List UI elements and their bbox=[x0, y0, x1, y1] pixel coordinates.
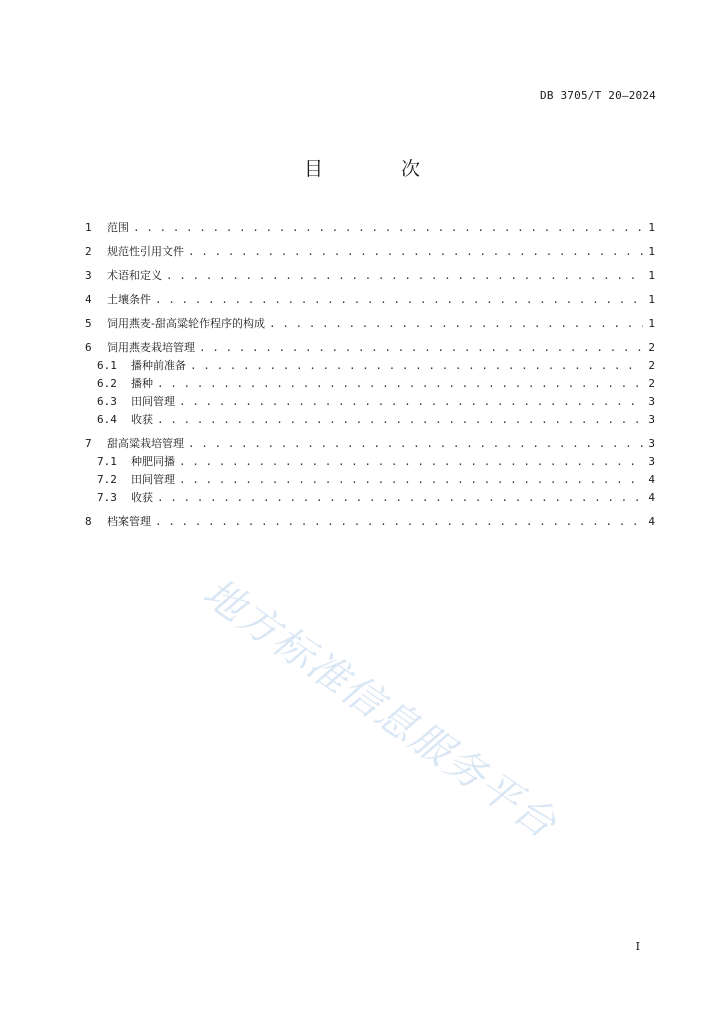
toc-entry-number: 6.1 bbox=[97, 359, 117, 372]
toc-dot-leader bbox=[269, 316, 643, 332]
toc-entry-page: 2 bbox=[648, 377, 655, 390]
toc-dot-leader bbox=[155, 514, 643, 530]
toc-entry-page: 2 bbox=[648, 359, 655, 372]
toc-entry-page: 2 bbox=[648, 341, 655, 354]
toc-entry[interactable] bbox=[85, 220, 655, 236]
toc-entry-number: 6.2 bbox=[97, 377, 117, 390]
toc-dot-leader bbox=[157, 412, 643, 428]
toc-dot-leader bbox=[166, 268, 643, 284]
toc-entry-label: 甜高粱栽培管理 bbox=[107, 437, 184, 450]
toc-entry-page: 4 bbox=[648, 491, 655, 504]
toc-dot-leader bbox=[188, 436, 643, 452]
toc-entry-page: 4 bbox=[648, 515, 655, 528]
document-code: DB 3705/T 20—2024 bbox=[540, 89, 656, 102]
toc-dot-leader bbox=[179, 472, 643, 488]
toc-dot-leader bbox=[133, 220, 643, 236]
toc-entry[interactable] bbox=[85, 412, 655, 428]
toc-entry-page: 1 bbox=[648, 317, 655, 330]
toc-entry[interactable] bbox=[85, 376, 655, 392]
toc-entry-label: 术语和定义 bbox=[107, 269, 162, 282]
toc-entry-page: 1 bbox=[648, 221, 655, 234]
toc-entry-label: 规范性引用文件 bbox=[107, 245, 184, 258]
toc-entry-label: 土壤条件 bbox=[107, 293, 151, 306]
toc-entry-page: 1 bbox=[648, 245, 655, 258]
toc-entry-number: 6.3 bbox=[97, 395, 117, 408]
toc-entry[interactable] bbox=[85, 316, 655, 332]
toc-entry-page: 3 bbox=[648, 395, 655, 408]
toc-dot-leader bbox=[155, 292, 643, 308]
toc-dot-leader bbox=[157, 376, 643, 392]
toc-entry-label: 饲用燕麦-甜高粱轮作程序的构成 bbox=[107, 317, 265, 330]
toc-dot-leader bbox=[157, 490, 643, 506]
toc-entry[interactable] bbox=[85, 454, 655, 470]
table-of-contents bbox=[85, 220, 655, 530]
toc-entry[interactable] bbox=[85, 292, 655, 308]
toc-entry[interactable] bbox=[85, 244, 655, 260]
toc-entry-number: 7 bbox=[85, 437, 92, 450]
toc-entry-number: 6.4 bbox=[97, 413, 117, 426]
toc-entry-page: 1 bbox=[648, 293, 655, 306]
toc-entry-label: 收获 bbox=[131, 413, 153, 426]
toc-entry-number: 2 bbox=[85, 245, 92, 258]
page-number: I bbox=[635, 940, 640, 953]
toc-entry[interactable] bbox=[85, 394, 655, 410]
toc-entry-number: 3 bbox=[85, 269, 92, 282]
toc-entry-label: 收获 bbox=[131, 491, 153, 504]
toc-entry-number: 8 bbox=[85, 515, 92, 528]
toc-entry-page: 3 bbox=[648, 413, 655, 426]
toc-dot-leader bbox=[190, 358, 643, 374]
toc-entry-number: 1 bbox=[85, 221, 92, 234]
toc-entry-page: 1 bbox=[648, 269, 655, 282]
toc-entry-page: 4 bbox=[648, 473, 655, 486]
toc-entry[interactable] bbox=[85, 490, 655, 506]
toc-dot-leader bbox=[188, 244, 643, 260]
toc-dot-leader bbox=[179, 454, 643, 470]
toc-entry-number: 5 bbox=[85, 317, 92, 330]
toc-entry-number: 7.2 bbox=[97, 473, 117, 486]
toc-entry[interactable] bbox=[85, 358, 655, 374]
page-title: 目 次 bbox=[303, 158, 457, 180]
toc-entry-label: 田间管理 bbox=[131, 473, 175, 486]
toc-entry-number: 6 bbox=[85, 341, 92, 354]
toc-entry-label: 种肥同播 bbox=[131, 455, 175, 468]
toc-entry-label: 范围 bbox=[107, 221, 129, 234]
toc-entry-label: 田间管理 bbox=[131, 395, 175, 408]
toc-entry[interactable] bbox=[85, 514, 655, 530]
toc-entry-label: 播种前准备 bbox=[131, 359, 186, 372]
toc-entry-label: 档案管理 bbox=[107, 515, 151, 528]
toc-entry-number: 4 bbox=[85, 293, 92, 306]
toc-entry[interactable] bbox=[85, 340, 655, 356]
toc-entry-page: 3 bbox=[648, 455, 655, 468]
toc-entry[interactable] bbox=[85, 472, 655, 488]
toc-entry[interactable] bbox=[85, 436, 655, 452]
toc-entry-label: 饲用燕麦栽培管理 bbox=[107, 341, 195, 354]
toc-dot-leader bbox=[179, 394, 643, 410]
toc-entry-label: 播种 bbox=[131, 377, 153, 390]
toc-entry-number: 7.3 bbox=[97, 491, 117, 504]
toc-entry-page: 3 bbox=[648, 437, 655, 450]
toc-entry-number: 7.1 bbox=[97, 455, 117, 468]
toc-entry[interactable] bbox=[85, 268, 655, 284]
watermark: 地方标准信息服务平台 bbox=[194, 569, 566, 849]
toc-dot-leader bbox=[199, 340, 643, 356]
